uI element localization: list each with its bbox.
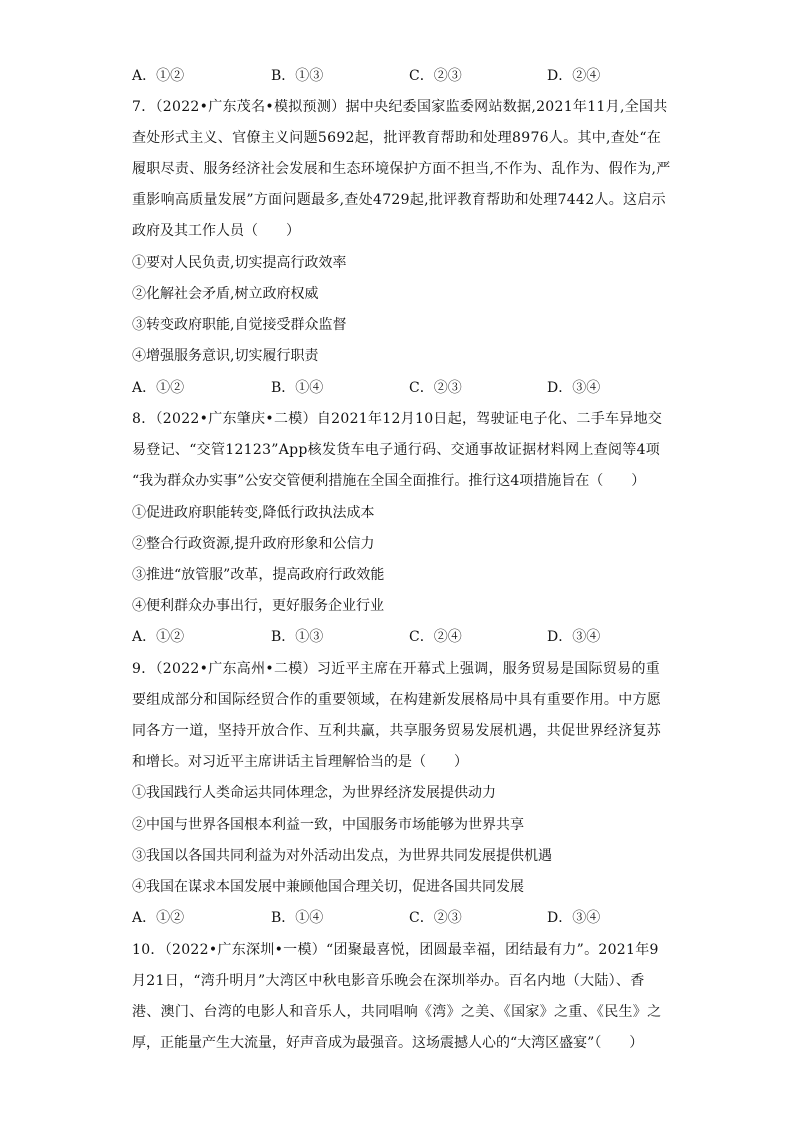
q9-options	[132, 909, 672, 927]
q6-options	[132, 67, 672, 85]
q8-option-d: D．③④	[547, 629, 601, 645]
q9-item: ②中国与世界各国根本利益一致，中国服务市场能够为世界共享	[132, 817, 524, 833]
q6-option-b: B．①③	[271, 68, 324, 84]
q7-item: ②化解社会矛盾,树立政府权威	[132, 286, 319, 302]
q8-item: ③推进“放管服”改革，提高政府行政效能	[132, 567, 385, 583]
q9-item: ④我国在谋求本国发展中兼顾他国合理关切，促进各国共同发展	[132, 879, 524, 895]
q7-item: ④增强服务意识,切实履行职责	[132, 348, 319, 364]
q7-item: ③转变政府职能,自觉接受群众监督	[132, 317, 347, 333]
q7-option-c: C．②③	[409, 380, 462, 396]
q8-options	[132, 628, 672, 646]
q7-stem-line: 政府及其工作人员（ ）	[132, 223, 300, 239]
q8-option-b: B．①③	[271, 629, 324, 645]
q7-item: ①要对人民负责,切实提高行政效率	[132, 255, 347, 271]
q6-option-c: C．②③	[409, 68, 462, 84]
q10-stem-line: 月21日，“湾升明月”大湾区中秋电影音乐晚会在深圳举办。百名内地（大陆）、香	[132, 973, 645, 989]
q8-stem-line: “我为群众办实事”公安交管便利措施在全国全面推行。推行这4项措施旨在（ ）	[132, 473, 646, 489]
q9-stem-line: 同各方一道，坚持开放合作、互利共赢，共享服务贸易发展机遇，共促世界经济复苏	[132, 723, 662, 739]
q9-option-a: A．①②	[132, 910, 185, 926]
q9-option-c: C．②③	[409, 910, 462, 926]
q7-stem-line: 履职尽责、服务经济社会发展和生态环境保护方面不担当,不作为、乱作为、假作为,严	[132, 161, 671, 177]
q9-stem-line: 和增长。对习近平主席讲话主旨理解恰当的是（ ）	[132, 754, 468, 770]
q10-stem-line: 厚，正能量产生大流量，好声音成为最强音。这场震撼人心的“大湾区盛宴”（ ）	[132, 1035, 644, 1051]
q9-item: ①我国践行人类命运共同体理念，为世界经济发展提供动力	[132, 785, 496, 801]
q9-option-d: D．③④	[547, 910, 601, 926]
q6-option-a: A．①②	[132, 68, 185, 84]
q8-option-c: C．②④	[409, 629, 462, 645]
q10-stem-line: 港、澳门、台湾的电影人和音乐人，共同唱响《湾》之美、《国家》之重、《民生》之	[132, 1004, 662, 1020]
q7-stem-line: 重影响高质量发展”方面问题最多,查处4729起,批评教育帮助和处理7442人。这启示	[132, 192, 666, 208]
q9-stem-line: 要组成部分和国际经贸合作的重要领域，在构建新发展格局中具有重要作用。中方愿	[132, 692, 662, 708]
q7-option-b: B．①④	[271, 380, 324, 396]
q8-stem-line: 8．（2022•广东肇庆•二模）自2021年12月10日起，驾驶证电子化、二手车异地交	[132, 411, 663, 427]
q8-item: ②整合行政资源,提升政府形象和公信力	[132, 536, 375, 552]
q9-option-b: B．①④	[271, 910, 324, 926]
q7-stem-line: 查处形式主义、官僚主义问题5692起，批评教育帮助和处理8976人。其中,查处“在	[132, 130, 662, 146]
q7-stem-line: 7．（2022•广东茂名•模拟预测）据中央纪委国家监委网站数据,2021年11月,全国共	[132, 99, 668, 115]
q6-option-d: D．②④	[547, 68, 601, 84]
q8-option-a: A．①②	[132, 629, 185, 645]
q7-options	[132, 379, 672, 397]
q8-stem-line: 易登记、“交管12123”App核发货车电子通行码、交通事故证据材料网上查阅等4项	[132, 442, 661, 458]
q8-item: ④便利群众办事出行，更好服务企业行业	[132, 598, 384, 614]
q7-option-a: A．①②	[132, 380, 185, 396]
q8-item: ①促进政府职能转变,降低行政执法成本	[132, 505, 375, 521]
q10-stem-line: 10．（2022•广东深圳•一模）“团聚最喜悦，团圆最幸福，团结最有力”。2021年9	[132, 942, 659, 958]
q9-item: ③我国以各国共同利益为对外活动出发点，为世界共同发展提供机遇	[132, 848, 552, 864]
q9-stem-line: 9．（2022•广东高州•二模）习近平主席在开幕式上强调，服务贸易是国际贸易的重	[132, 661, 661, 677]
q7-option-d: D．③④	[547, 380, 601, 396]
